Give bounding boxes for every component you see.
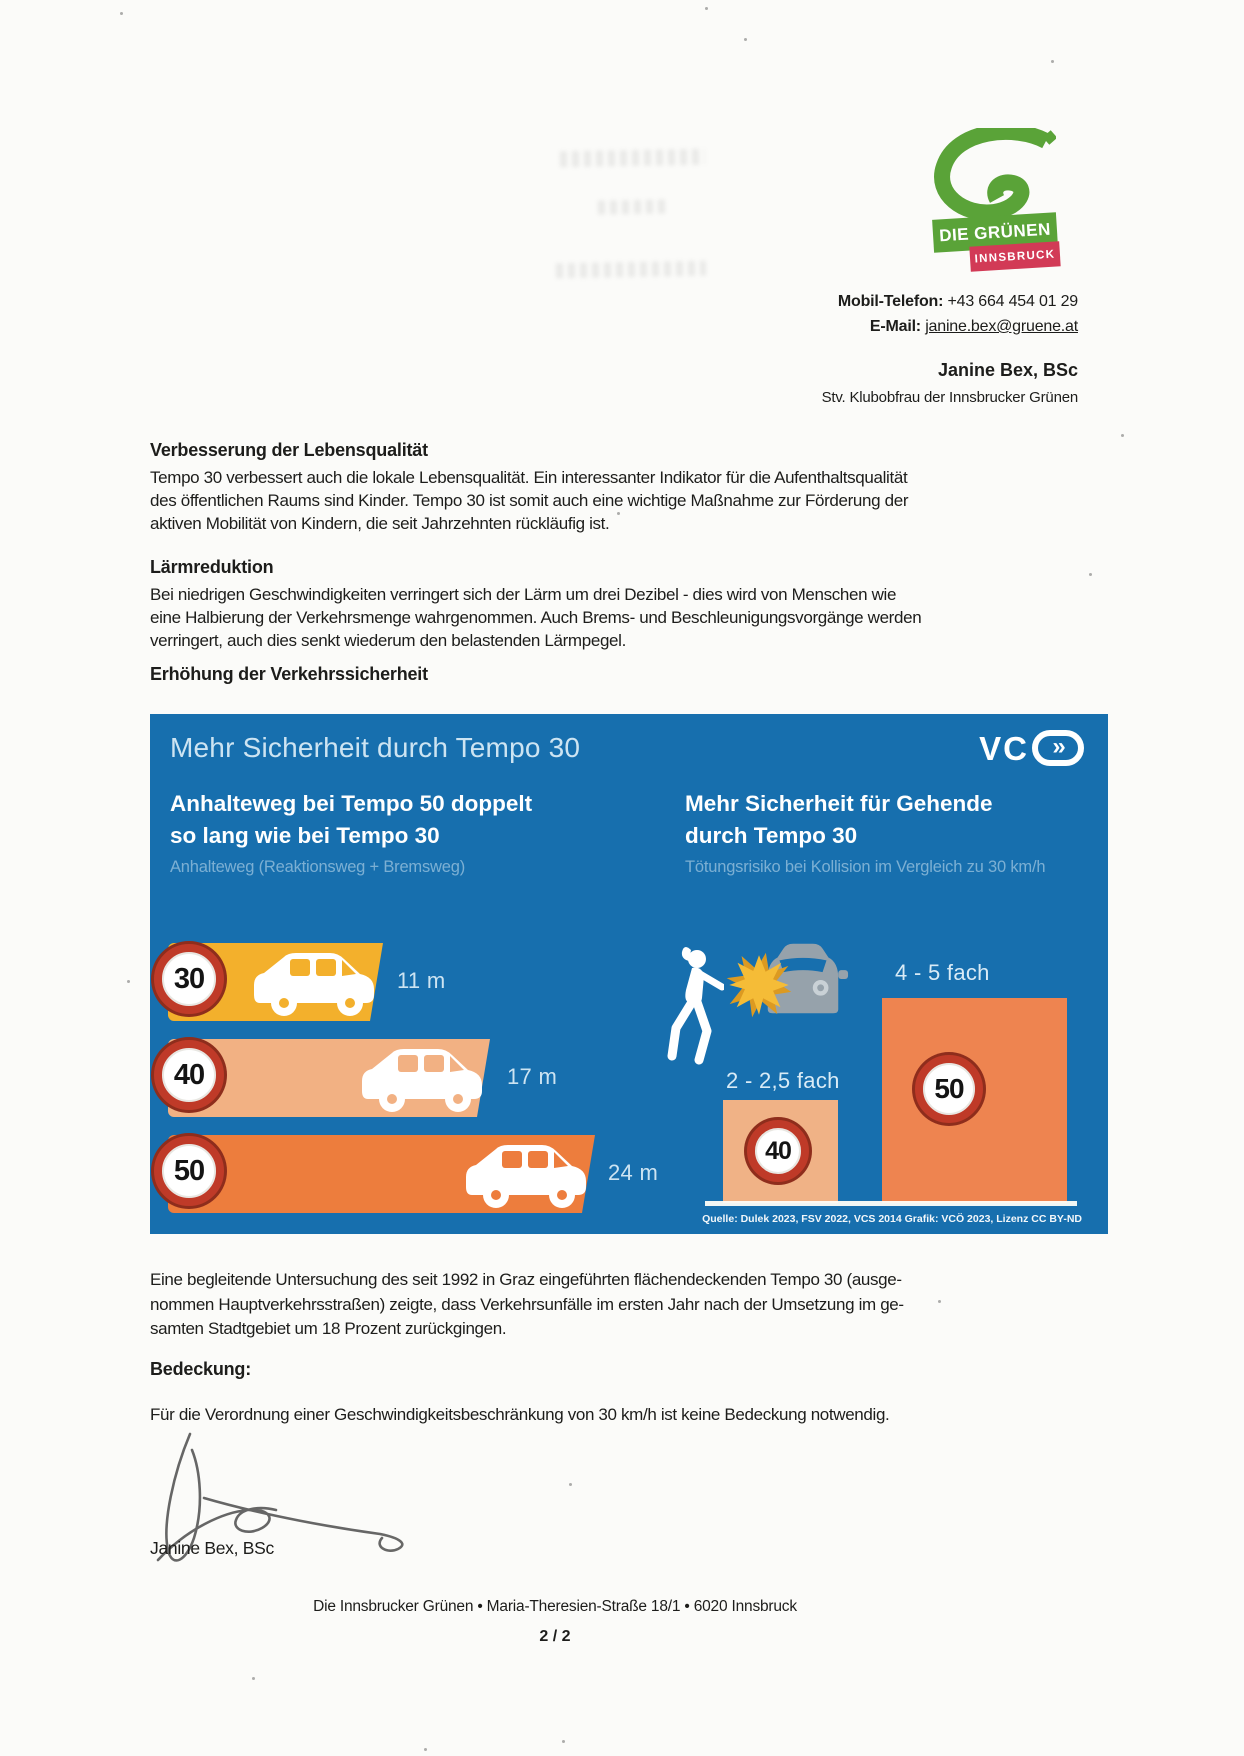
pedestrian-icon [664, 946, 724, 1081]
signature-scribble [146, 1428, 456, 1583]
scan-speck [127, 980, 130, 983]
heading-line: Mehr Sicherheit für Gehende [685, 791, 993, 816]
footer-address: Die Innsbrucker Grünen • Maria-Theresien-Straße 18/1 • 6020 Innsbruck [313, 1598, 797, 1615]
footer [0, 1598, 1110, 1616]
email-label: E-Mail: [869, 318, 921, 335]
speed-sign-50 [154, 1136, 224, 1206]
paragraph-line: samten Stadtgebiet um 18 Prozent zurückgingen. [150, 1319, 507, 1338]
gruene-logo-text: DIE GRÜNEN [938, 219, 1052, 245]
section-bedeckung [150, 1359, 251, 1385]
scan-speck [705, 7, 708, 10]
scan-smudge [560, 149, 705, 168]
paragraph-line: Eine begleitende Untersuchung des seit 1992 in Graz eingeführten flächendeckenden Tempo 30 (ausge- [150, 1270, 902, 1289]
speed-sign-value: 30 [173, 962, 205, 995]
infographic-title: Mehr Sicherheit durch Tempo 30 [170, 732, 581, 763]
speed-sign-value: 50 [173, 1154, 205, 1187]
left-column-subtitle: Anhalteweg (Reaktionsweg + Bremsweg) [170, 858, 465, 876]
paragraph-line: verringert, auch dies senkt wiederum den belastenden Lärmpegel. [150, 631, 626, 650]
scan-smudge [598, 199, 670, 214]
phone-label: Mobil-Telefon: [837, 293, 944, 310]
email-link[interactable]: janine.bex@gruene.at [925, 318, 1078, 335]
scan-speck [1051, 60, 1054, 63]
left-column-heading [170, 788, 532, 852]
signature-name: Janine Bex, BSc [150, 1538, 274, 1558]
innsbruck-logo-banner [969, 241, 1060, 271]
car-side-icon [250, 945, 382, 1021]
paragraph-line: Bei niedrigen Geschwindigkeiten verringert sich der Lärm um drei Dezibel - dies wird von Menschen wie [150, 585, 897, 604]
author-role: Stv. Klubobfrau der Innsbrucker Grünen [821, 389, 1078, 406]
paragraph-line: des öffentlichen Raums sind Kinder. Tempo 30 ist somit auch eine wichtige Maßnahme zur Förderung der [150, 491, 909, 510]
section-verkehrssicherheit [150, 664, 428, 690]
scan-speck [424, 1748, 427, 1751]
section-heading: Bedeckung: [150, 1359, 252, 1379]
paragraph-line: Tempo 30 verbessert auch die lokale Lebensqualität. Ein interessanter Indikator für die Aufenthaltsqualität [150, 468, 908, 487]
vcoe-infographic [150, 714, 1108, 1234]
phone-value: +43 664 454 01 29 [947, 293, 1078, 310]
speed-sign-50-risk [915, 1055, 983, 1123]
speed-sign-40-risk [747, 1120, 809, 1182]
author-name: Janine Bex, BSc [937, 360, 1078, 380]
heading-line: Anhalteweg bei Tempo 50 doppelt [170, 791, 533, 816]
bedeckung-paragraph [150, 1403, 889, 1426]
speed-sign-30 [154, 944, 224, 1014]
risk-label-50: 4 - 5 fach [895, 960, 990, 985]
right-column-subtitle: Tötungsrisiko bei Kollision im Vergleich zu 30 km/h [685, 858, 1046, 876]
car-side-icon [462, 1137, 594, 1213]
page-number: 2 / 2 [539, 1628, 571, 1645]
speed-sign-40 [154, 1040, 224, 1110]
distance-label-30: 11 m [397, 968, 446, 993]
scan-speck [252, 1677, 255, 1680]
section-heading: Verbesserung der Lebensqualität [150, 440, 428, 460]
car-side-icon [358, 1041, 490, 1117]
section-heading: Lärmreduktion [150, 557, 274, 577]
gruene-g-icon [928, 128, 1056, 218]
section-heading: Erhöhung der Verkehrssicherheit [150, 664, 428, 684]
vcoe-logo-letters: VC [979, 729, 1029, 767]
vcoe-logo-o-icon: » [1032, 730, 1084, 766]
section-lebensqualitaet [150, 440, 908, 535]
scan-speck [120, 12, 123, 15]
closing-paragraph [150, 1268, 904, 1342]
chart-baseline [705, 1201, 1077, 1206]
speed-sign-value: 40 [765, 1136, 791, 1165]
scan-smudge [556, 261, 706, 279]
scan-speck [1089, 573, 1092, 576]
heading-line: durch Tempo 30 [685, 823, 858, 848]
email-line [870, 318, 1078, 336]
vcoe-logo [979, 730, 1084, 766]
speed-sign-value: 50 [934, 1073, 964, 1104]
scan-speck [562, 1740, 565, 1743]
infographic-source: Quelle: Dulek 2023, FSV 2022, VCS 2014 Grafik: VCÖ 2023, Lizenz CC BY-ND [702, 1213, 1082, 1225]
section-laermreduktion [150, 557, 921, 652]
right-column-heading [685, 788, 993, 852]
heading-line: so lang wie bei Tempo 30 [170, 823, 440, 848]
distance-label-50: 24 m [608, 1160, 659, 1185]
innsbruck-logo-text: INNSBRUCK [974, 248, 1056, 265]
scan-speck [938, 1300, 941, 1303]
paragraph-line: eine Halbierung der Verkehrsmenge wahrgenommen. Auch Brems- und Beschleunigungsvorgänge werden [150, 608, 922, 627]
phone-line [838, 293, 1078, 311]
scan-speck [744, 38, 747, 41]
distance-label-40: 17 m [507, 1064, 558, 1089]
paragraph-line: Für die Verordnung einer Geschwindigkeitsbeschränkung von 30 km/h ist keine Bedeckung notwendig. [150, 1405, 890, 1424]
paragraph-line: nommen Hauptverkehrsstraßen) zeigte, dass Verkehrsunfälle im ersten Jahr nach der Umsetzung im ge- [150, 1294, 904, 1314]
scan-speck [1121, 434, 1124, 437]
paragraph-line: aktiven Mobilität von Kindern, die seit Jahrzehnten rückläufig ist. [150, 514, 610, 533]
scan-speck [569, 1483, 572, 1486]
risk-label-40: 2 - 2,5 fach [726, 1068, 840, 1093]
collision-star-icon [726, 950, 792, 1020]
speed-sign-value: 40 [173, 1058, 205, 1091]
